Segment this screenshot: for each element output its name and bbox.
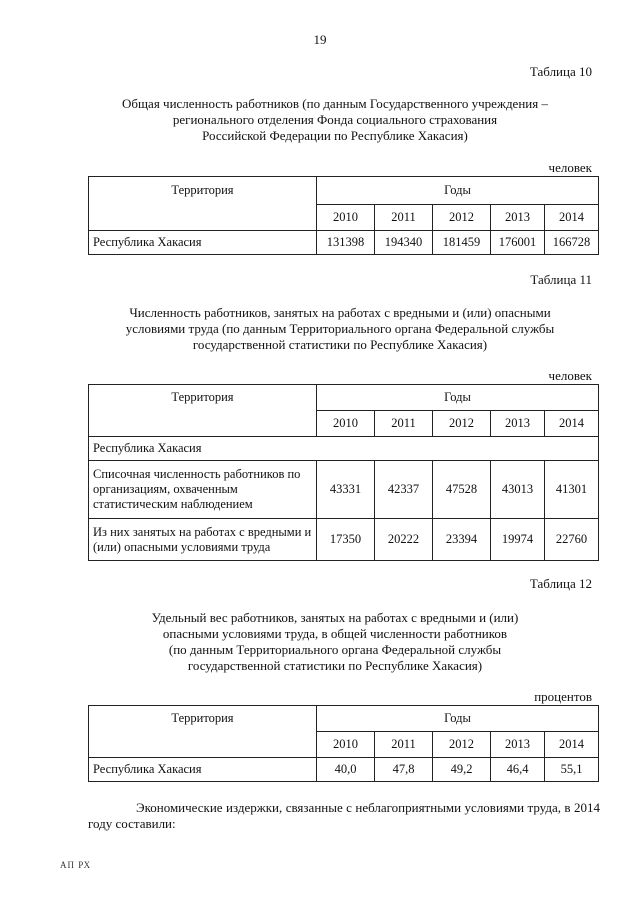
cell-value: 131398: [317, 231, 375, 255]
cell-value: 49,2: [433, 758, 491, 782]
table12-title: [90, 610, 580, 674]
table10-title: [90, 96, 580, 144]
table-row: [89, 437, 599, 461]
cell-value: 47528: [433, 461, 491, 519]
page-number: 19: [313, 32, 327, 47]
table10-year: 2014: [545, 205, 599, 231]
table11-header-territory: Территория: [89, 385, 317, 437]
cell-value: 43331: [317, 461, 375, 519]
table11-title-line: условиями труда (по данным Территориального органа Федеральной службы: [125, 321, 555, 336]
table12-title-line: опасными условиями труда, в общей численности работников: [162, 626, 508, 641]
cell-value: 194340: [375, 231, 433, 255]
table12-header-territory: Территория: [89, 706, 317, 758]
table10-year: 2010: [317, 205, 375, 231]
table12-header-years: Годы: [317, 706, 599, 732]
footer-mark: АП РХ: [60, 860, 92, 870]
table11-label: Таблица 11: [530, 272, 592, 287]
table10-label: Таблица 10: [529, 64, 592, 79]
cell-value: 40,0: [317, 758, 375, 782]
table12-title-line: государственной статистики по Республике Хакасия): [187, 658, 483, 673]
table12-year: 2011: [375, 732, 433, 758]
table12-year: 2014: [545, 732, 599, 758]
row-name: Республика Хакасия: [89, 231, 317, 255]
table11-year: 2014: [545, 411, 599, 437]
cell-value: 20222: [375, 519, 433, 561]
table10-title-line: Общая численность работников (по данным Государственного учреждения –: [122, 96, 548, 111]
table10-year: 2013: [491, 205, 545, 231]
table10-year: 2011: [375, 205, 433, 231]
table11-year: 2010: [317, 411, 375, 437]
table-row: [89, 231, 599, 255]
cell-value: 166728: [545, 231, 599, 255]
table12-year: 2013: [491, 732, 545, 758]
table10-year: 2012: [433, 205, 491, 231]
table12-label: Таблица 12: [529, 576, 592, 591]
table12-title-line: Удельный вес работников, занятых на работах с вредными и (или): [151, 610, 519, 625]
table10-title-line: Российской Федерации по Республике Хакасия): [202, 128, 468, 143]
cell-value: 43013: [491, 461, 545, 519]
table10-unit: человек: [548, 160, 592, 175]
table11-year: 2012: [433, 411, 491, 437]
cell-value: 47,8: [375, 758, 433, 782]
row-name: Республика Хакасия: [89, 758, 317, 782]
cell-value: 41301: [545, 461, 599, 519]
table12-title-line: (по данным Территориального органа Федеральной службы: [168, 642, 502, 657]
table10-header-territory: Территория: [89, 177, 317, 231]
table12: [88, 705, 599, 782]
table11-year: 2013: [491, 411, 545, 437]
cell-value: 19974: [491, 519, 545, 561]
cell-value: 17350: [317, 519, 375, 561]
table11-year: 2011: [375, 411, 433, 437]
cell-value: 42337: [375, 461, 433, 519]
table12-year: 2010: [317, 732, 375, 758]
cell-value: 181459: [433, 231, 491, 255]
cell-value: 23394: [433, 519, 491, 561]
cell-value: 55,1: [545, 758, 599, 782]
table-row: [89, 758, 599, 782]
table11-unit: человек: [548, 368, 592, 383]
cell-value: 176001: [491, 231, 545, 255]
table-row: [89, 461, 599, 519]
table10-title-line: регионального отделения Фонда социального страхования: [172, 112, 498, 127]
table11: [88, 384, 599, 561]
row-name: Из них занятых на работах с вредными и (или) опасными условиями труда: [89, 519, 317, 561]
cell-value: 46,4: [491, 758, 545, 782]
closing-paragraph: Экономические издержки, связанные с неблагоприятными условиями труда, в 2014 году составили:: [88, 800, 600, 831]
table11-title-line: Численность работников, занятых на работах с вредными и (или) опасными: [129, 305, 551, 320]
table11-title-line: государственной статистики по Республике Хакасия): [192, 337, 488, 352]
table11-title: [80, 305, 600, 353]
cell-value: 22760: [545, 519, 599, 561]
region-row: Республика Хакасия: [89, 437, 599, 461]
table12-year: 2012: [433, 732, 491, 758]
table10: [88, 176, 599, 255]
table11-header-years: Годы: [317, 385, 599, 411]
row-name: Списочная численность работников по организациям, охваченным статистическим наблюдением: [89, 461, 317, 519]
table10-header-years: Годы: [317, 177, 599, 205]
table-row: [89, 519, 599, 561]
table12-unit: процентов: [534, 689, 592, 704]
